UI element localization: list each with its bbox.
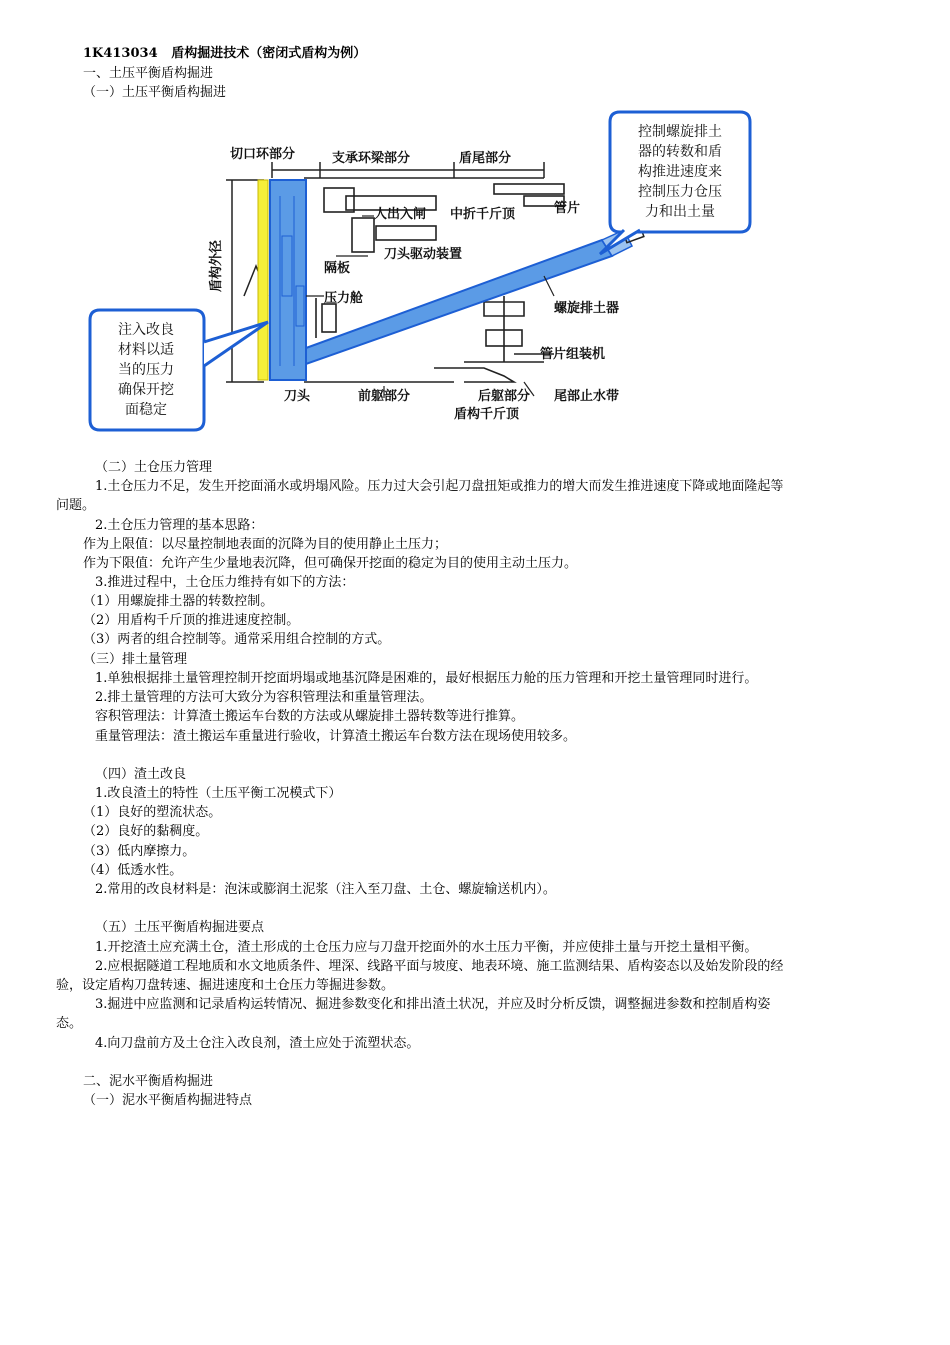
paragraph: 2.土仓压力管理的基本思路： bbox=[95, 518, 264, 533]
paragraph: 1.开挖渣土应充满土仓，渣土形成的土仓压力应与刀盘开挖面外的水土压力平衡，并应使排土量与开挖土量相平衡。 bbox=[95, 940, 758, 955]
paragraph: 1.土仓压力不足，发生开挖面涌水或坍塌风险。压力过大会引起刀盘扭矩或推力的增大而发生推进速度下降或地面隆起等 bbox=[95, 479, 784, 494]
label-front-body: 前躯部分 bbox=[358, 389, 411, 404]
paragraph: 重量管理法：渣土搬运车重量进行验收，计算渣土搬运车台数方法在现场使用较多。 bbox=[95, 729, 577, 744]
paragraph: 2.排土量管理的方法可大致分为容积管理法和重量管理法。 bbox=[95, 690, 433, 705]
label-rear-body: 后躯部分 bbox=[478, 389, 531, 404]
label-cutting-ring: 切口环部分 bbox=[230, 147, 296, 162]
section-heading bbox=[83, 44, 366, 63]
section-1-4-title: （四）渣土改良 bbox=[95, 767, 187, 782]
section-1-1-title: （一）土压平衡盾构掘进 bbox=[83, 85, 227, 100]
paragraph: 1.改良渣土的特性（土压平衡工况模式下） bbox=[95, 786, 342, 801]
label-tail-seal: 尾部止水带 bbox=[554, 389, 620, 404]
callout-left-line-4: 确保开挖 bbox=[118, 382, 174, 398]
section-2-title: 二、泥水平衡盾构掘进 bbox=[83, 1074, 214, 1089]
paragraph: 2.应根据隧道工程地质和水文地质条件、埋深、线路平面与坡度、地表环境、施工监测结果、盾构姿态以及始发阶段的经 bbox=[95, 959, 784, 974]
cutter-face bbox=[258, 180, 268, 380]
cutter-head-body bbox=[270, 180, 306, 380]
list-item: （4）低透水性。 bbox=[83, 863, 183, 878]
paragraph: 容积管理法：计算渣土搬运车台数的方法或从螺旋排土器转数等进行推算。 bbox=[95, 709, 525, 724]
label-mid-jack: 中折千斤顶 bbox=[450, 207, 516, 222]
paragraph: 4.向刀盘前方及土仓注入改良剂，渣土应处于流塑状态。 bbox=[95, 1036, 420, 1051]
callout-right bbox=[600, 112, 750, 254]
callout-left-line-3: 当的压力 bbox=[118, 362, 174, 378]
label-support-ring: 支承环梁部分 bbox=[332, 151, 411, 166]
section-1-title: 一、土压平衡盾构掘进 bbox=[83, 66, 214, 81]
label-segment: 管片 bbox=[554, 201, 581, 216]
callout-left bbox=[90, 310, 268, 430]
paragraph-continued: 验，设定盾构刀盘转速、掘进速度和土仓压力等掘进参数。 bbox=[56, 978, 395, 993]
paragraph: 3.掘进中应监测和记录盾构运转情况、掘进参数变化和排出渣土状况，并应及时分析反馈，调整掘进参数和控制盾构姿 bbox=[95, 997, 771, 1012]
label-tail-part: 盾尾部分 bbox=[459, 151, 512, 166]
list-item: （3）低内摩擦力。 bbox=[83, 844, 196, 859]
label-erector: 管片组装机 bbox=[540, 347, 606, 362]
paragraph: 2.常用的改良材料是：泡沫或膨润土泥浆（注入至刀盘、土仓、螺旋输送机内）。 bbox=[95, 882, 556, 897]
section-1-5-title: （五）土压平衡盾构掘进要点 bbox=[95, 920, 265, 935]
paragraph-continued: 问题。 bbox=[56, 498, 96, 513]
label-shield-jack: 盾构千斤顶 bbox=[454, 407, 520, 422]
paragraph-continued: 态。 bbox=[56, 1016, 83, 1031]
label-bulkhead: 隔板 bbox=[324, 261, 351, 276]
callout-right-line-2: 器的转数和盾 bbox=[638, 144, 722, 160]
list-item: （2）用盾构千斤顶的推进速度控制。 bbox=[83, 613, 300, 628]
label-cutter-drive: 刀头驱动装置 bbox=[384, 247, 463, 262]
paragraph: 3.推进过程中，土仓压力维持有如下的方法： bbox=[95, 575, 355, 590]
callout-right-line-3: 构推进速度来 bbox=[638, 164, 722, 180]
callout-right-line-1: 控制螺旋排土 bbox=[638, 124, 722, 140]
label-cutter: 刀头 bbox=[284, 389, 311, 404]
callout-left-line-5: 面稳定 bbox=[125, 402, 167, 418]
section-1-2-title: （二）土仓压力管理 bbox=[95, 460, 213, 475]
paragraph: 1.单独根据排土量管理控制开挖面坍塌或地基沉降是困难的，最好根据压力舱的压力管理和开挖土量管理同时进行。 bbox=[95, 671, 758, 686]
label-manhole: 人出入闸 bbox=[374, 207, 427, 222]
callout-left-line-1: 注入改良 bbox=[118, 322, 174, 338]
label-pressure-chamber: 压力舱 bbox=[324, 291, 364, 306]
section-2-1-title: （一）泥水平衡盾构掘进特点 bbox=[83, 1093, 253, 1108]
list-item: （1）用螺旋排土器的转数控制。 bbox=[83, 594, 274, 609]
heading-title: 盾构掘进技术（密闭式盾构为例） bbox=[171, 46, 367, 61]
heading-code: 1K413034 bbox=[83, 46, 158, 61]
shield-diagram bbox=[84, 106, 764, 436]
paragraph: 作为下限值：允许产生少量地表沉降，但可确保开挖面的稳定为目的使用主动土压力。 bbox=[83, 556, 578, 571]
list-item: （3）两者的组合控制等。通常采用组合控制的方式。 bbox=[83, 632, 391, 647]
section-1-3-title: （三）排土量管理 bbox=[83, 652, 188, 667]
list-item: （1）良好的塑流状态。 bbox=[83, 805, 222, 820]
paragraph: 作为上限值：以尽量控制地表面的沉降为目的使用静止土压力； bbox=[83, 537, 448, 552]
callout-right-line-5: 力和出土量 bbox=[645, 204, 715, 220]
label-shield-diameter: 盾构外径 bbox=[209, 239, 224, 293]
label-screw-conveyor: 螺旋排土器 bbox=[554, 301, 620, 316]
callout-left-line-2: 材料以适 bbox=[118, 342, 174, 358]
callout-right-line-4: 控制压力仓压 bbox=[638, 184, 722, 200]
list-item: （2）良好的黏稠度。 bbox=[83, 824, 209, 839]
